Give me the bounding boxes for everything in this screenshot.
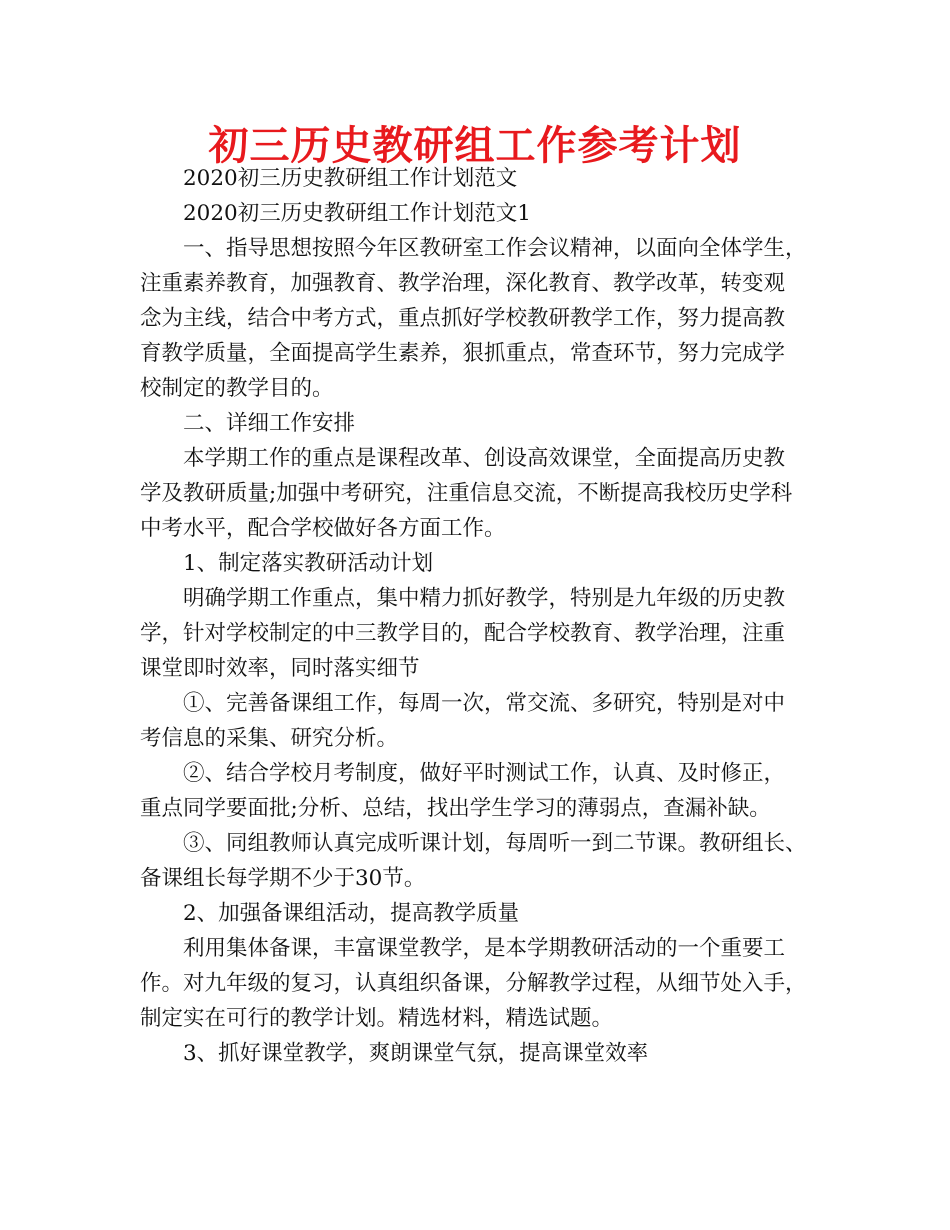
paragraph-line: 2、加强备课组活动，提高教学质量	[183, 901, 520, 926]
paragraph-line: 1、制定落实教研活动计划	[183, 551, 434, 576]
document-title: 初三历史教研组工作参考计划	[208, 123, 742, 169]
paragraph-line: 2020初三历史教研组工作计划范文1	[183, 201, 531, 226]
paragraph	[140, 686, 816, 756]
paragraph-line: 育教学质量，全面提高学生素养，狠抓重点，常查环节，努力完成学	[140, 341, 786, 366]
paragraph-line: 本学期工作的重点是课程改革、创设高效课堂，全面提高历史教	[183, 446, 786, 471]
paragraph-line: 学，针对学校制定的中三教学目的，配合学校教育、教学治理，注重	[140, 621, 786, 646]
paragraph-line: 作。对九年级的复习，认真组织备课，分解教学过程，从细节处入手，	[140, 971, 807, 996]
paragraph-line: ③、同组教师认真完成听课计划，每周听一到二节课。教研组长、	[183, 831, 807, 856]
paragraph	[140, 231, 816, 406]
paragraph	[140, 161, 816, 196]
paragraph	[140, 1036, 816, 1071]
paragraph	[140, 896, 816, 931]
document-body	[140, 161, 816, 1071]
paragraph-line: 二、详细工作安排	[183, 411, 356, 436]
paragraph-line: 利用集体备课，丰富课堂教学，是本学期教研活动的一个重要工	[183, 936, 786, 961]
paragraph	[140, 581, 816, 686]
paragraph	[140, 931, 816, 1036]
paragraph	[140, 441, 816, 546]
paragraph-line: 制定实在可行的教学计划。精选材料，精选试题。	[140, 1006, 614, 1031]
paragraph	[140, 546, 816, 581]
paragraph-line: ②、结合学校月考制度，做好平时测试工作，认真、及时修正，	[183, 761, 786, 786]
paragraph-line: ①、完善备课组工作，每周一次，常交流、多研究，特别是对中	[183, 691, 786, 716]
paragraph-line: 课堂即时效率，同时落实细节	[140, 656, 420, 681]
paragraph-line: 学及教研质量;加强中考研究，注重信息交流，不断提高我校历史学科	[140, 481, 793, 506]
paragraph-line: 中考水平，配合学校做好各方面工作。	[140, 516, 506, 541]
paragraph-line: 一、指导思想按照今年区教研室工作会议精神，以面向全体学生，	[183, 236, 807, 261]
paragraph	[140, 756, 816, 826]
paragraph-line: 重点同学要面批;分析、总结，找出学生学习的薄弱点，查漏补缺。	[140, 796, 771, 821]
paragraph-line: 注重素养教育，加强教育、教学治理，深化教育、教学改革，转变观	[140, 271, 786, 296]
paragraph	[140, 826, 816, 896]
paragraph-line: 3、抓好课堂教学，爽朗课堂气氛，提高课堂效率	[183, 1041, 649, 1066]
paragraph-line: 明确学期工作重点，集中精力抓好教学，特别是九年级的历史教	[183, 586, 786, 611]
paragraph	[140, 406, 816, 441]
paragraph-line: 念为主线，结合中考方式，重点抓好学校教研教学工作，努力提高教	[140, 306, 786, 331]
paragraph	[140, 196, 816, 231]
paragraph-line: 2020初三历史教研组工作计划范文	[183, 166, 518, 191]
paragraph-line: 备课组长每学期不少于30节。	[140, 866, 426, 891]
paragraph-line: 校制定的教学目的。	[140, 376, 334, 401]
paragraph-line: 考信息的采集、研究分析。	[140, 726, 399, 751]
